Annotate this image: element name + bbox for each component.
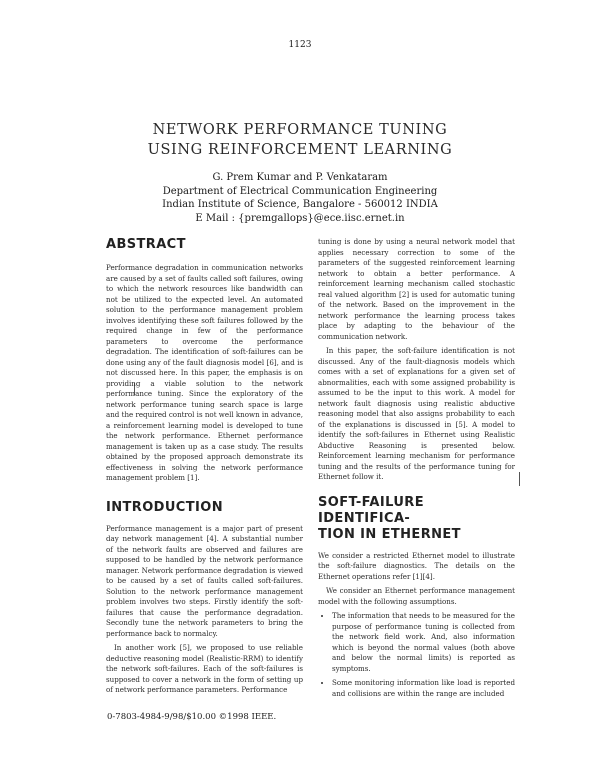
introduction-paragraph: Performance management is a major part of present day network management [4]. A substantial number of the network faults are observed and failures are supposed to be handled by the network performance manager. Network performance degradation is viewed to be caused by a set of faults called soft-failures. Solution to the network performance management problem involves two steps. Firstly identify the soft-failures that cause the performance degradation. Secondly tune the network parameters to bring the performance back to normalcy. xyxy=(106,523,303,638)
list-item: • Some monitoring information like load is reported and collisions are within the range are included xyxy=(332,678,515,699)
author-department: Department of Electrical Communication Engineering xyxy=(162,185,438,197)
body-paragraph: tuning is done by using a neural network model that applies necessary correction to some of the parameters of the suggested reinforcement learning network to obtain a better performance. A reinforcement learning mechanism called stochastic real valued algorithm [2] is used for automatic tuning of the network. Based on the improvement in the network performance the learning process takes place by adapting to the behaviour of the communication network. xyxy=(318,237,515,341)
abstract-heading: ABSTRACT xyxy=(106,237,186,252)
introduction-heading: INTRODUCTION xyxy=(106,499,223,515)
abstract-paragraph: Performance degradation in communication networks are caused by a set of faults called soft failures, owing to which the network resources like bandwidth can not be utilized to the expected level. An automated solution to the performance management problem involves identifying these soft failures followed by the required change in few of the performance parameters to overcome the performance degradation. The identification of soft-failures can be done using any of the fault diagnosis model [6], and is not discussed here. In this paper, the emphasis is on providing a viable solution to the network performance tuning. Since the exploratory of the network performance tuning search space is large and the required control is not well known in advance, a reinforcement learning model is developed to tune the network performance. Ethernet performance management is taken up as a case study. The results obtained by the proposed approach demonstrate its effectiveness in solving the network performance management problem [1]. xyxy=(106,263,303,482)
title-line-2: USING REINFORCEMENT LEARNING xyxy=(147,142,453,158)
paper-title xyxy=(0,120,600,160)
list-item: • The information that needs to be measured for the purpose of performance tuning is collected from the network field work. And, also information which is beyond the normal values (both above and below the normal limits) is reported as symptoms. xyxy=(332,611,515,674)
introduction-paragraph: In another work [5], we proposed to use reliable deductive reasoning model (Realistic-RRM) to identify the network soft-failures. Each of the soft-failures is supposed to cover a network in the form of setting up of network performance parameters. Performance xyxy=(106,643,303,694)
soft-failure-heading xyxy=(318,495,515,543)
author-email: E Mail : {premgallops}@ece.iisc.ernet.in xyxy=(195,212,405,224)
soft-failure-paragraph: We consider an Ethernet performance management model with the following assumptions. xyxy=(318,586,515,606)
author-institute: Indian Institute of Science, Bangalore - 560012 INDIA xyxy=(162,199,438,210)
author-names: G. Prem Kumar and P. Venkataram xyxy=(212,172,388,183)
assumption-list xyxy=(318,611,515,699)
margin-mark xyxy=(519,472,520,486)
body-paragraph: In this paper, the soft-failure identification is not discussed. Any of the fault-diagnosis models which comes with a set of explanations for a given set of abnormalities, each with some assigned probability is assumed to be the input to this work. A model for network fault diagnosis using realistic abductive reasoning model that also assigns probability to each of the explanations is discussed in [5]. A model to identify the soft-failures in Ethernet using Realistic Abductive Reasoning is presented below. Reinforcement learning mechanism for performance tuning and the results of the performance tuning for Ethernet follow it. xyxy=(318,346,515,481)
copyright-footer: 0-7803-4984-9/98/$10.00 ©1998 IEEE. xyxy=(107,712,277,722)
soft-failure-heading-line-1: SOFT-FAILURE IDENTIFICA- xyxy=(318,494,425,526)
soft-failure-heading-line-2: TION IN ETHERNET xyxy=(318,526,461,542)
left-column xyxy=(106,237,303,700)
author-block xyxy=(0,171,600,225)
page-number: 1123 xyxy=(288,40,312,50)
title-line-1: NETWORK PERFORMANCE TUNING xyxy=(152,122,448,138)
soft-failure-paragraph: We consider a restricted Ethernet model to illustrate the soft-failure diagnostics. The details on the Ethernet operations refer [1][4]. xyxy=(318,550,515,581)
right-column xyxy=(318,237,515,703)
